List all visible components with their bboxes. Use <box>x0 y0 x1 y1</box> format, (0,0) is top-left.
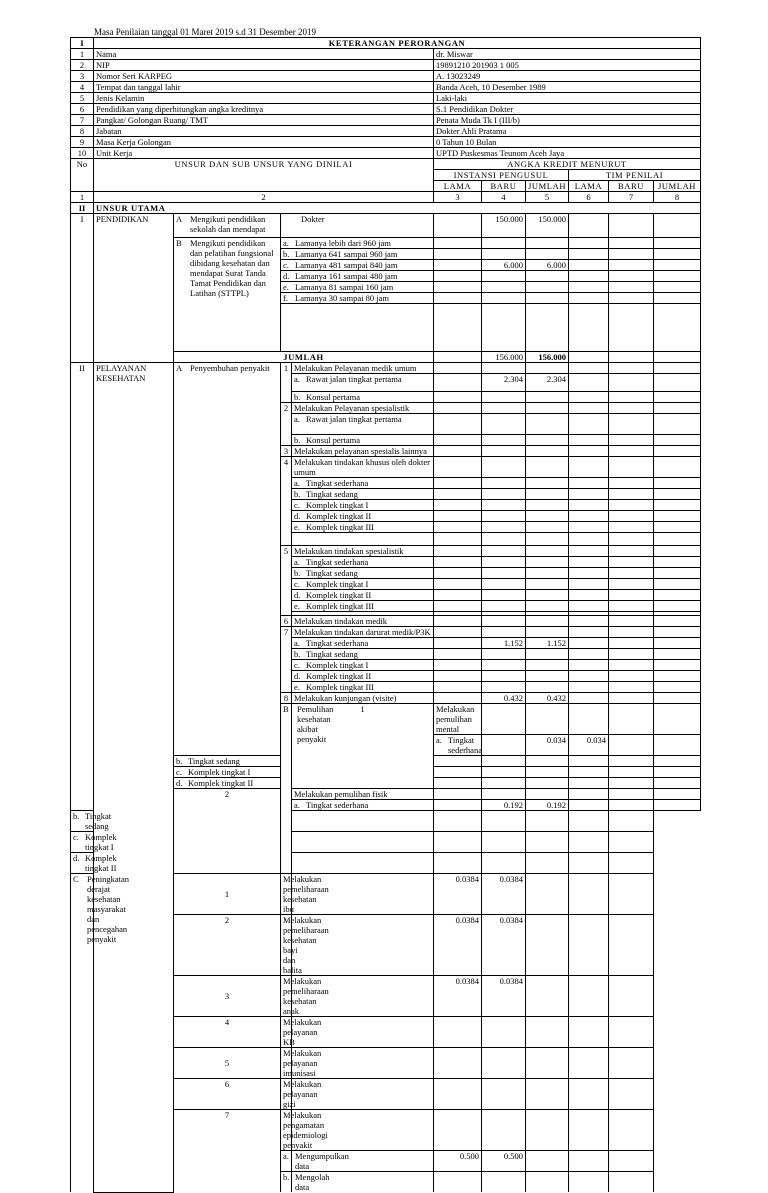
activity-row: b. Mengolah data <box>71 1172 701 1193</box>
field-label: Jenis Kelamin <box>94 93 434 104</box>
field-label: Nomor Seri KARPEG <box>94 71 434 82</box>
col-ak-header: ANGKA KREDIT MENURUT <box>434 159 701 170</box>
personal-row: 9 Masa Kerja Golongan 0 Tahun 10 Bulan <box>71 137 701 148</box>
activity-row: c. Komplek tingkat I <box>71 579 701 590</box>
personal-row: 10 Unit Kerja UPTD Puskesmas Teunom Aceh Jaya <box>71 148 701 159</box>
item-text: Dokter <box>281 214 434 238</box>
activity-row: e. Komplek tingkat III <box>71 682 701 693</box>
activity-row: c. Komplek tingkat I <box>71 500 701 511</box>
field-value: dr. Miswar <box>434 49 701 60</box>
field-value: Dokter Ahli Pratama <box>434 126 701 137</box>
col-jumlah: JUMLAH <box>654 181 701 192</box>
activity-row: e. Komplek tingkat III <box>71 522 701 533</box>
col-no-header: No <box>71 159 94 192</box>
column-header-row <box>71 159 701 170</box>
activity-row: a. Tingkat sederhana 0.192 0.192 <box>71 800 701 811</box>
activity-row: a. Tingkat sederhana <box>71 557 701 568</box>
jumlah-row: JUMLAH 156.000 156.000 <box>71 352 701 363</box>
field-value: Laki-laki <box>434 93 701 104</box>
field-value: Banda Aceh, 10 Desember 1989 <box>434 82 701 93</box>
sub-unsur-a: A Mengikuti pendidikan sekolah dan mendapat <box>174 214 281 238</box>
field-label: Pendidikan yang diperhitungkan angka kreditnya <box>94 104 434 115</box>
col-lama: LAMA <box>569 181 609 192</box>
activity-row: a. Mengumpulkan data 0.500 0.500 <box>71 1151 701 1172</box>
activity-row: c. Komplek tingkat I <box>71 832 701 853</box>
activity-title-row: 2 Melakukan pemeliharaan kesehatan bayi dan balita 0.0384 0.0384 <box>71 915 701 976</box>
activity-title-row: 3 Melakukan pelayanan spesialis lainnya <box>71 446 701 457</box>
field-label: Masa Kerja Golongan <box>94 137 434 148</box>
col-jumlah: JUMLAH <box>526 181 569 192</box>
field-label: Jabatan <box>94 126 434 137</box>
col-baru: BARU <box>609 181 654 192</box>
pelayanan-label: PELAYANAN KESEHATAN <box>94 363 174 1193</box>
activity-title-row: B Pemulihan kesehatan akibat penyakit 1 Melakukan pemulihan mental <box>71 704 701 735</box>
sub-unsur-a: A Penyembuhan penyakit <box>174 363 281 756</box>
activity-title-row: 5 Melakukan pelayanan imunisasi <box>71 1048 701 1079</box>
activity-title-row: 5 Melakukan tindakan spesialistik <box>71 546 701 557</box>
section-unsur-utama: II UNSUR UTAMA <box>71 203 701 214</box>
field-value: 0 Tahun 10 Bulan <box>434 137 701 148</box>
field-value: Penata Muda Tk I (III/b) <box>434 115 701 126</box>
section-personal-header <box>71 38 701 49</box>
activity-title-row: C Peningkatan derajat kesehatan masyarakat dan pencegahan penyakit 1 Melakukan pemeliharaan kesehatan ibu 0.0384 0.0384 <box>71 874 701 915</box>
field-label: Tempat dan tanggal lahir <box>94 82 434 93</box>
sub-unsur-c: C Peningkatan derajat kesehatan masyarakat dan pencegahan penyakit <box>71 874 94 1193</box>
field-value: S.1 Pendidikan Dokter <box>434 104 701 115</box>
field-value: UPTD Puskesmas Teunom Aceh Jaya <box>434 148 701 159</box>
activity-row: b. Konsul pertama <box>71 435 701 446</box>
field-value: A. 13023249 <box>434 71 701 82</box>
col-baru: BARU <box>482 181 526 192</box>
activity-title-row: 4 Melakukan tindakan khusus oleh dokter umum <box>71 457 701 478</box>
personal-row: 1 Nama dr. Miswar <box>71 49 701 60</box>
activity-row: b. Tingkat sedang <box>71 568 701 579</box>
personal-row: 7 Pangkat/ Golongan Ruang/ TMT Penata Muda Tk I (III/b) <box>71 115 701 126</box>
field-label: Nama <box>94 49 434 60</box>
col-tim-header: TIM PENILAI <box>569 170 701 181</box>
activity-row: b. Tingkat sedang <box>71 489 701 500</box>
activity-title-row: 8 Melakukan kunjungan (visite) 0.432 0.432 <box>71 693 701 704</box>
pelayanan-a-g1-title: II PELAYANAN KESEHATAN A Penyembuhan penyakit 1 Melakukan Pelayanan medik umum <box>71 363 701 374</box>
col-unsur-header: UNSUR DAN SUB UNSUR YANG DINILAI <box>94 159 434 192</box>
personal-row: 3 Nomor Seri KARPEG A. 13023249 <box>71 71 701 82</box>
activity-row: b. Tingkat sedang <box>71 756 701 767</box>
activity-title-row: 2 Melakukan Pelayanan spesialistik <box>71 403 701 414</box>
sttpl-row: c. Lamanya 481 sampai 840 jam 6.000 6.000 <box>71 260 701 271</box>
activity-title-row: 6 Melakukan tindakan medik <box>71 616 701 627</box>
activity-row: a. Tingkat sederhana <box>71 478 701 489</box>
jumlah-label: JUMLAH <box>174 352 434 363</box>
activity-row: b. Tingkat sedang <box>71 811 701 832</box>
activity-row: a. Tingkat sederhana 0.034 0.034 <box>71 735 701 756</box>
column-number-row: 1 2 3 4 5 6 7 8 <box>71 192 701 203</box>
col-lama: LAMA <box>434 181 482 192</box>
activity-row: c. Komplek tingkat I <box>71 767 701 778</box>
activity-title-row: 2 Melakukan pemulihan fisik <box>71 789 701 800</box>
sttpl-row: d. Lamanya 161 sampai 480 jam <box>71 271 701 282</box>
credit-assessment-table <box>70 37 701 1193</box>
sub-unsur-b: B Mengikuti pendidikan dan pelatihan fungsional dibidang kesehatan dan mendapat Surat Tanda Tamat Pendidikan dan Latihan (STTPL) <box>174 238 281 352</box>
field-label: Pangkat/ Golongan Ruang/ TMT <box>94 115 434 126</box>
activity-title-row: 6 Melakukan pelayanan gizi <box>71 1079 701 1110</box>
activity-row: a. Tingkat sederhana 1.152 1.152 <box>71 638 701 649</box>
sub-unsur-b: B Pemulihan kesehatan akibat penyakit <box>281 704 292 874</box>
personal-row: 6 Pendidikan yang diperhitungkan angka kreditnya S.1 Pendidikan Dokter <box>71 104 701 115</box>
section-title: UNSUR UTAMA <box>94 203 701 214</box>
activity-row: d. Komplek tingkat II <box>71 671 701 682</box>
activity-row: a. Rawat jalan tingkat pertama <box>71 414 701 435</box>
activity-title-row: 7 Melakukan pengamatan epidemiologi penyakit <box>71 1110 701 1151</box>
activity-row: b. Konsul pertama <box>71 392 701 403</box>
pendidikan-label: PENDIDIKAN <box>94 214 174 363</box>
col-instansi-header: INSTANSI PENGUSUL <box>434 170 569 181</box>
activity-title-row: 3 Melakukan pemeliharaan kesehatan anak 0.0384 0.0384 <box>71 976 701 1017</box>
page-header: Masa Penilaian tanggal 01 Maret 2019 s.d 31 Desember 2019 <box>94 27 316 37</box>
sttpl-row: B Mengikuti pendidikan dan pelatihan fungsional dibidang kesehatan dan mendapat Surat Tanda Tamat Pendidikan dan Latihan (STTPL) a. Lamanya lebih dari 960 jam <box>71 238 701 249</box>
activity-row: e. Komplek tingkat III <box>71 601 701 612</box>
field-label: Unit Kerja <box>94 148 434 159</box>
sttpl-row: e. Lamanya 81 sampai 160 jam <box>71 282 701 293</box>
field-label: NIP <box>94 60 434 71</box>
field-value: 19891210 201903 1 005 <box>434 60 701 71</box>
activity-row: d. Komplek tingkat II <box>71 590 701 601</box>
activity-title-row: 7 Melakukan tindakan darurat medik/P3K <box>71 627 701 638</box>
personal-row: 2 NIP 19891210 201903 1 005 <box>71 60 701 71</box>
personal-row: 4 Tempat dan tanggal lahir Banda Aceh, 10 Desember 1989 <box>71 82 701 93</box>
section-title: KETERANGAN PERORANGAN <box>94 38 701 49</box>
section-number: I <box>71 38 94 49</box>
activity-row: d. Komplek tingkat II <box>71 853 701 874</box>
activity-title-row: 4 Melakukan pelayanan KB <box>71 1017 701 1048</box>
activity-row: a. Rawat jalan tingkat pertama 2.304 2.304 <box>71 374 701 392</box>
sttpl-row: b. Lamanya 641 sampai 960 jam <box>71 249 701 260</box>
activity-row: b. Tingkat sedang <box>71 649 701 660</box>
activity-row: d. Komplek tingkat II <box>71 511 701 522</box>
activity-row: d. Komplek tingkat II <box>71 778 701 789</box>
personal-row: 8 Jabatan Dokter Ahli Pratama <box>71 126 701 137</box>
activity-row: c. Komplek tingkat I <box>71 660 701 671</box>
sttpl-row: f. Lamanya 30 sampai 80 jam <box>71 293 701 304</box>
pendidikan-row-a: I PENDIDIKAN A Mengikuti pendidikan sekolah dan mendapat Dokter 150.000 150.000 <box>71 214 701 238</box>
personal-row: 5 Jenis Kelamin Laki-laki <box>71 93 701 104</box>
